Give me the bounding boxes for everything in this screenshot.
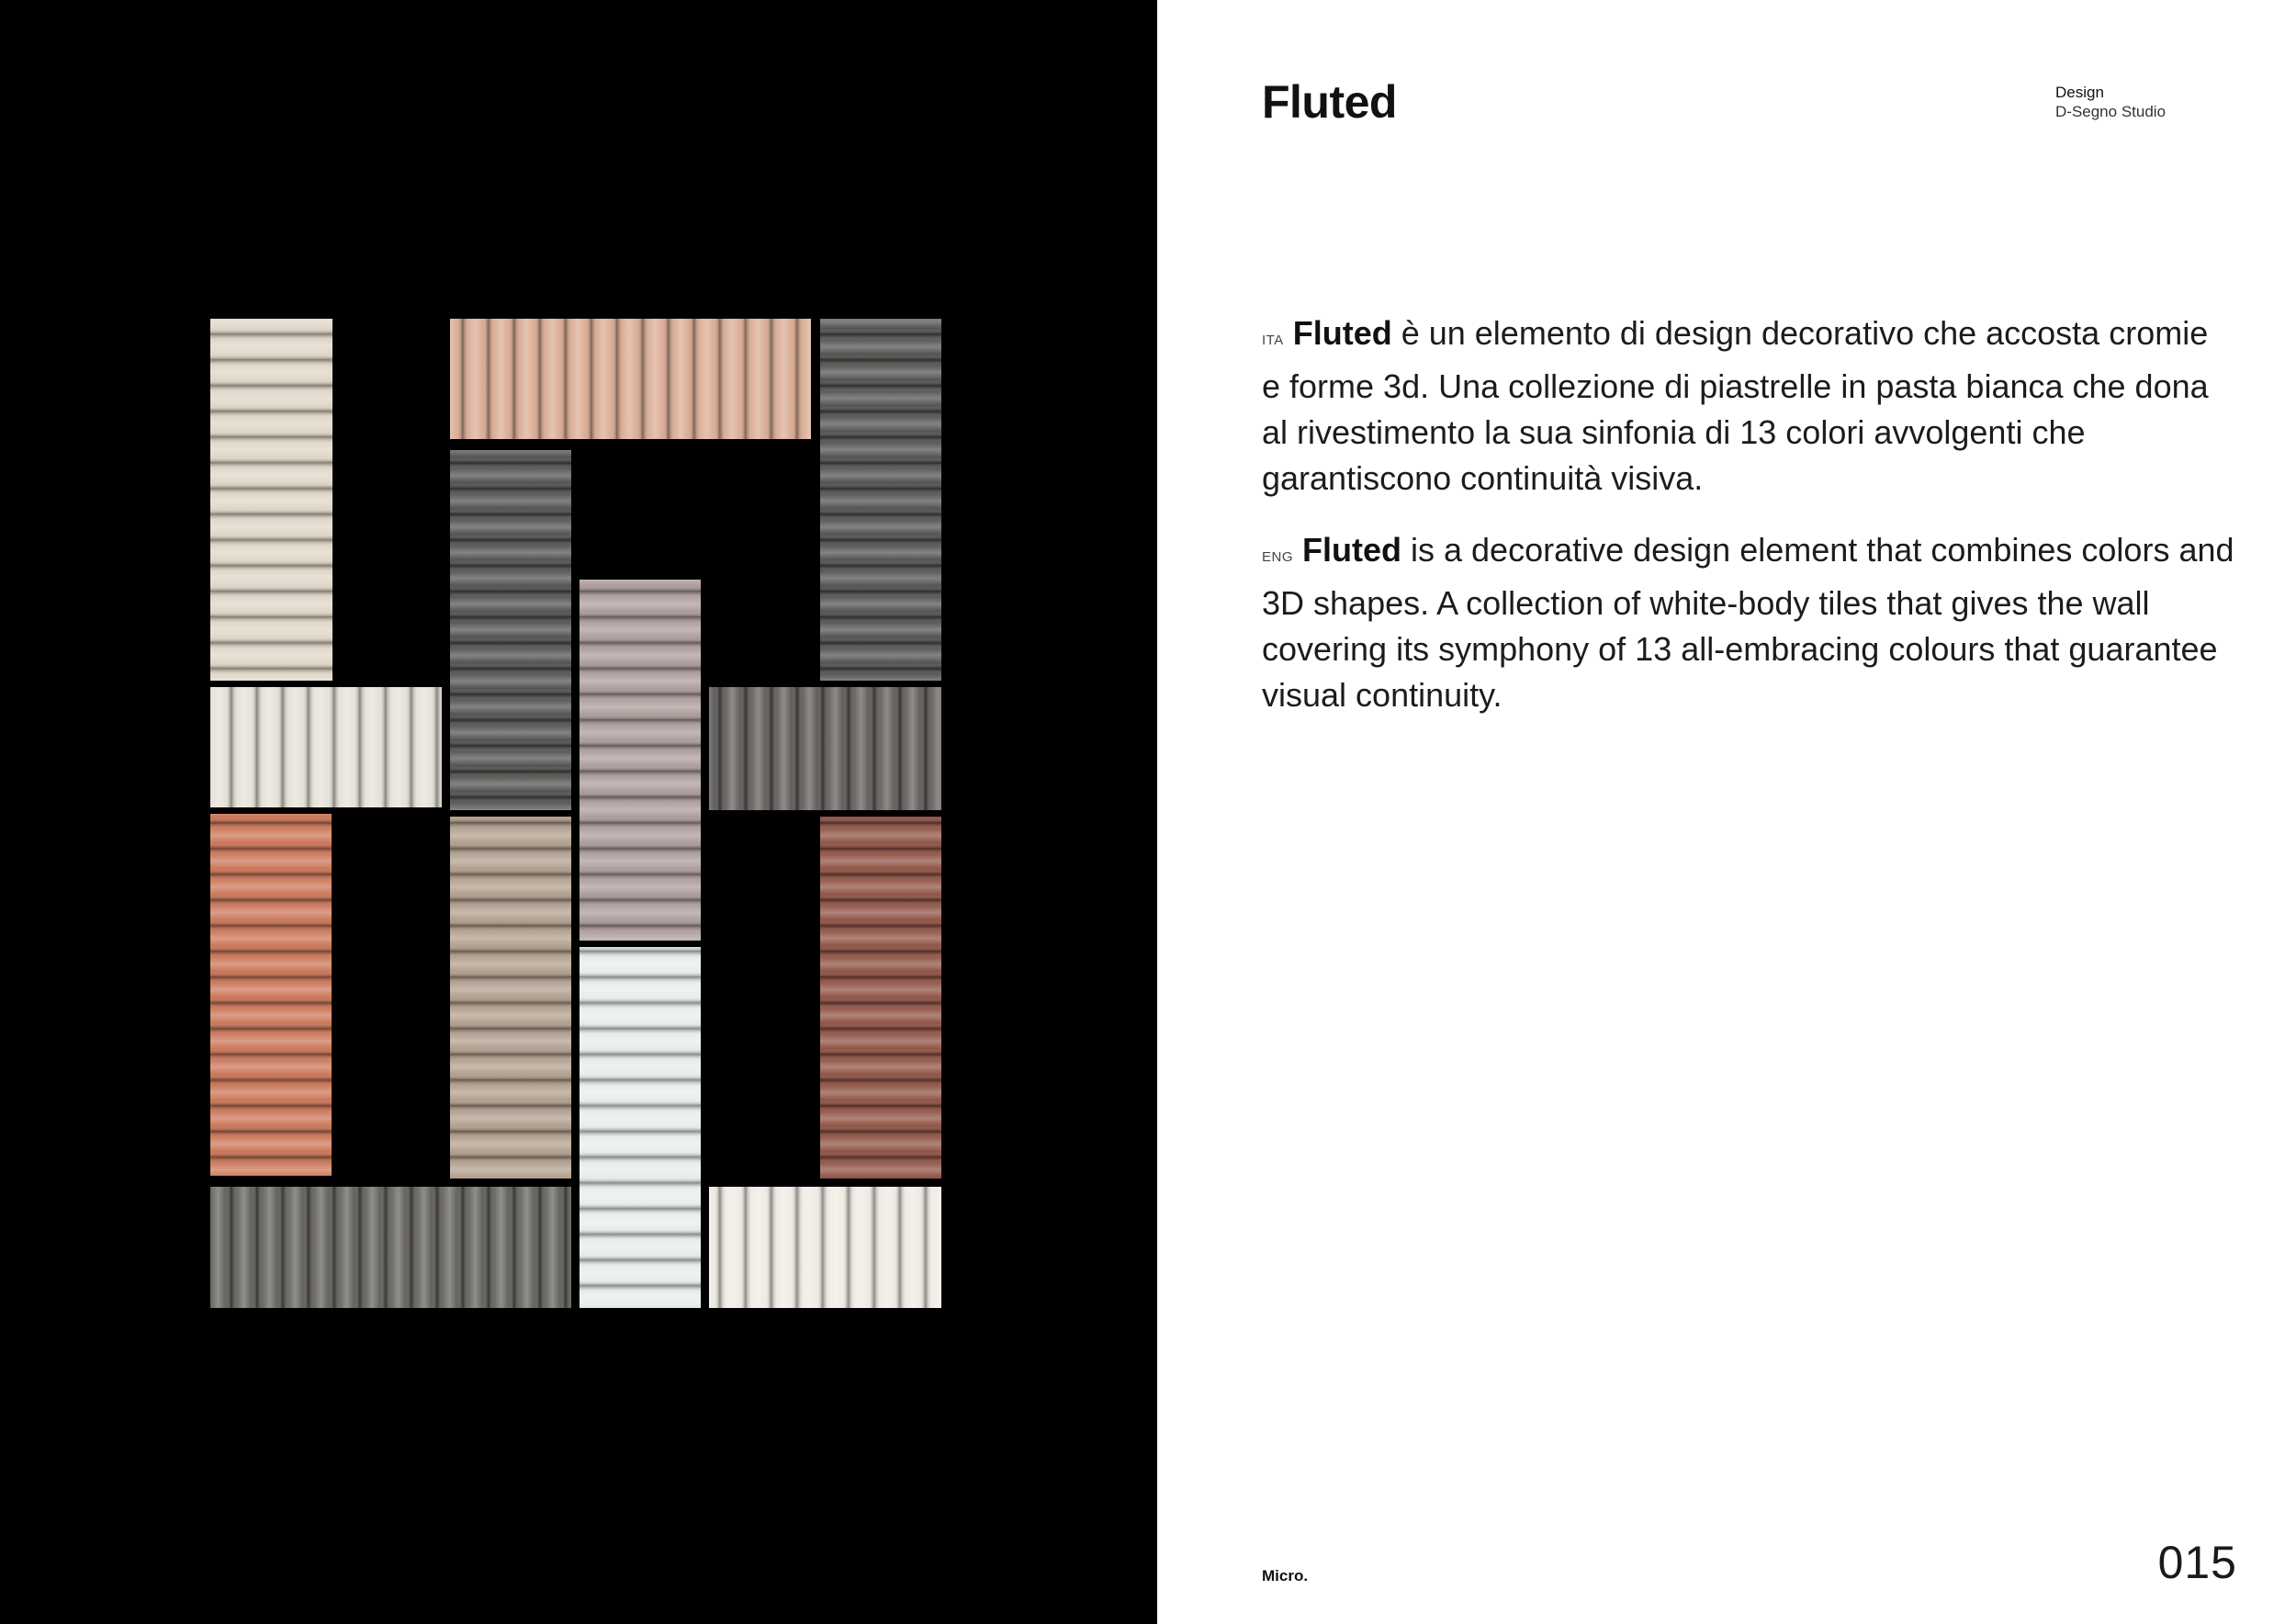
description-text-eng: is a decorative design element that combines colors and 3D shapes. A collection of white-body tiles that gives the wall covering its symphony of 13 all-embracing colours that guarantee visual continuity.: [1262, 531, 2234, 714]
tile-charcoal-vertical-center: [450, 450, 571, 810]
tile-rust-vertical: [820, 817, 941, 1179]
tile-blush-horizontal: [450, 319, 811, 439]
page-title: Fluted: [1262, 76, 1397, 128]
design-label: Design: [2055, 84, 2104, 101]
page-number: 015: [2157, 1537, 2237, 1588]
tile-smoke-horizontal: [210, 1187, 571, 1308]
tile-terracotta-vertical: [210, 814, 332, 1176]
tile-white-horizontal: [709, 1187, 941, 1308]
tile-mauve-vertical: [580, 580, 701, 941]
brand-name-eng: Fluted: [1302, 531, 1401, 569]
design-credit: [2055, 83, 2166, 121]
tile-taupe-vertical: [450, 817, 571, 1179]
tile-ice-vertical: [580, 947, 701, 1308]
description-text-ita: è un elemento di design decorativo che accosta cromie e forme 3d. Una collezione di piastrelle in pasta bianca che dona al rivestimento la sua sinfonia di 13 colori avvolgenti che garantiscono continuità visiva.: [1262, 314, 2209, 497]
description-english: [1262, 527, 2235, 718]
tile-cream-vertical: [210, 319, 332, 681]
tile-ivory-horizontal: [210, 687, 442, 807]
tile-graphite-horizontal: [709, 687, 941, 810]
description-italian: [1262, 310, 2235, 502]
design-studio: D-Segno Studio: [2055, 103, 2167, 120]
footer-brand: Micro.: [1262, 1567, 1309, 1585]
language-tag-ita: ITA: [1262, 333, 1284, 348]
text-panel: [1157, 0, 2296, 1624]
tile-charcoal-vertical-right: [820, 319, 941, 681]
brand-name-ita: Fluted: [1292, 314, 1392, 352]
language-tag-eng: ENG: [1262, 549, 1294, 565]
